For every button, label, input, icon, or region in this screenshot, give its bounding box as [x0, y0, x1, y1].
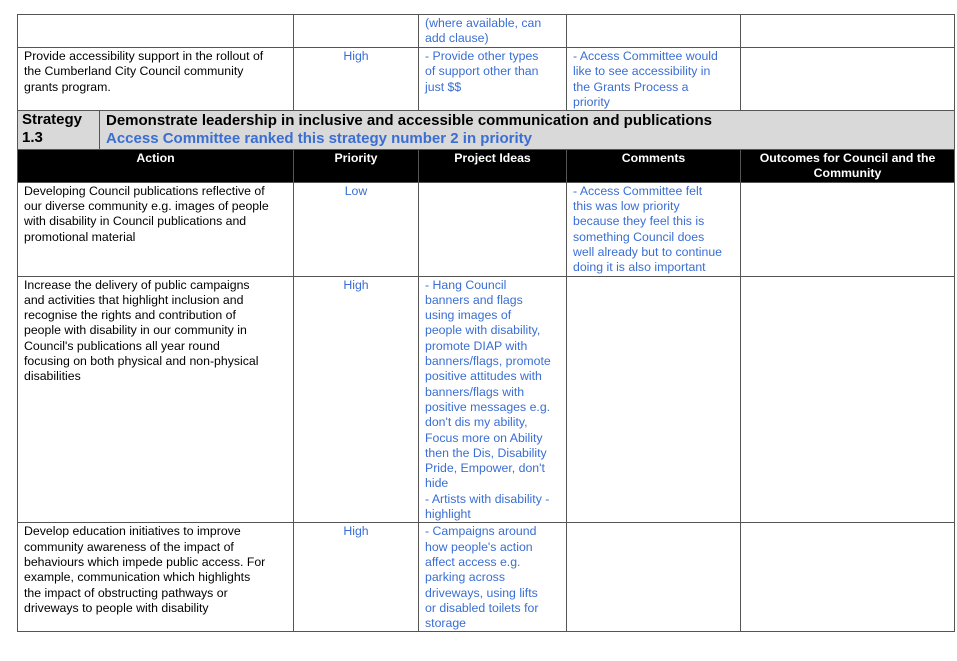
priority-cell: Low [294, 182, 419, 276]
priority-cell: High [294, 523, 419, 632]
project-ideas-cell [419, 182, 567, 276]
table-row [18, 276, 955, 523]
strategy-row [18, 111, 955, 150]
action-cell: Increase the delivery of public campaigns and activities that highlight inclusion and recognise the rights and contribution of people with disability in our community in Council's publications all year round focusing on both physical and non-physical disabilities [18, 276, 294, 523]
strategy-heading [100, 111, 955, 150]
header-project-ideas: Project Ideas [419, 150, 567, 183]
action-cell: Develop education initiatives to improve community awareness of the impact of behaviours which impede public access. For example, communication which highlights the impact of obstructing pathways or driveways to people with disability [18, 523, 294, 632]
table-row [18, 182, 955, 276]
priority-cell: High [294, 48, 419, 111]
action-cell: Developing Council publications reflective of our diverse community e.g. images of people with disability in Council publications and promotional material [18, 182, 294, 276]
comments-cell: - Access Committee felt this was low priority because they feel this is something Council does well already but to continue doing it is also important [567, 182, 741, 276]
table-row [18, 48, 955, 111]
comments-cell [567, 276, 741, 523]
header-priority: Priority [294, 150, 419, 183]
comments-cell [567, 15, 741, 48]
header-action: Action [18, 150, 294, 183]
header-comments: Comments [567, 150, 741, 183]
project-ideas-cell: - Campaigns around how people's action affect access e.g. parking across driveways, using lifts or disabled toilets for storage [419, 523, 567, 632]
priority-cell [294, 15, 419, 48]
table-row [18, 15, 955, 48]
priority-cell: High [294, 276, 419, 523]
column-header-row [18, 150, 955, 183]
comments-cell: - Access Committee would like to see accessibility in the Grants Process a priority [567, 48, 741, 111]
strategy-label: Strategy 1.3 [18, 111, 100, 150]
strategy-ranking-note: Access Committee ranked this strategy number 2 in priority [106, 130, 532, 148]
outcomes-cell [741, 276, 955, 523]
outcomes-cell [741, 15, 955, 48]
outcomes-cell [741, 48, 955, 111]
project-ideas-cell: (where available, can add clause) [419, 15, 567, 48]
outcomes-cell [741, 182, 955, 276]
project-ideas-cell: - Hang Council banners and flags using images of people with disability, promote DIAP with banners/flags, promote positive attitudes with banners/flags with positive messages e.g. don't dis my ability, Focus more on Ability then the Dis, Disability Pride, Empower, don't hide - Artists with disability - highlight [419, 276, 567, 523]
comments-cell [567, 523, 741, 632]
outcomes-cell [741, 523, 955, 632]
table-row [18, 523, 955, 632]
action-cell [18, 15, 294, 48]
strategy-title: Demonstrate leadership in inclusive and accessible communication and publications [106, 112, 712, 130]
project-ideas-cell: - Provide other types of support other than just $$ [419, 48, 567, 111]
strategy-table [17, 14, 955, 632]
header-outcomes: Outcomes for Council and the Community [741, 150, 955, 183]
action-cell: Provide accessibility support in the rollout of the Cumberland City Council community grants program. [18, 48, 294, 111]
